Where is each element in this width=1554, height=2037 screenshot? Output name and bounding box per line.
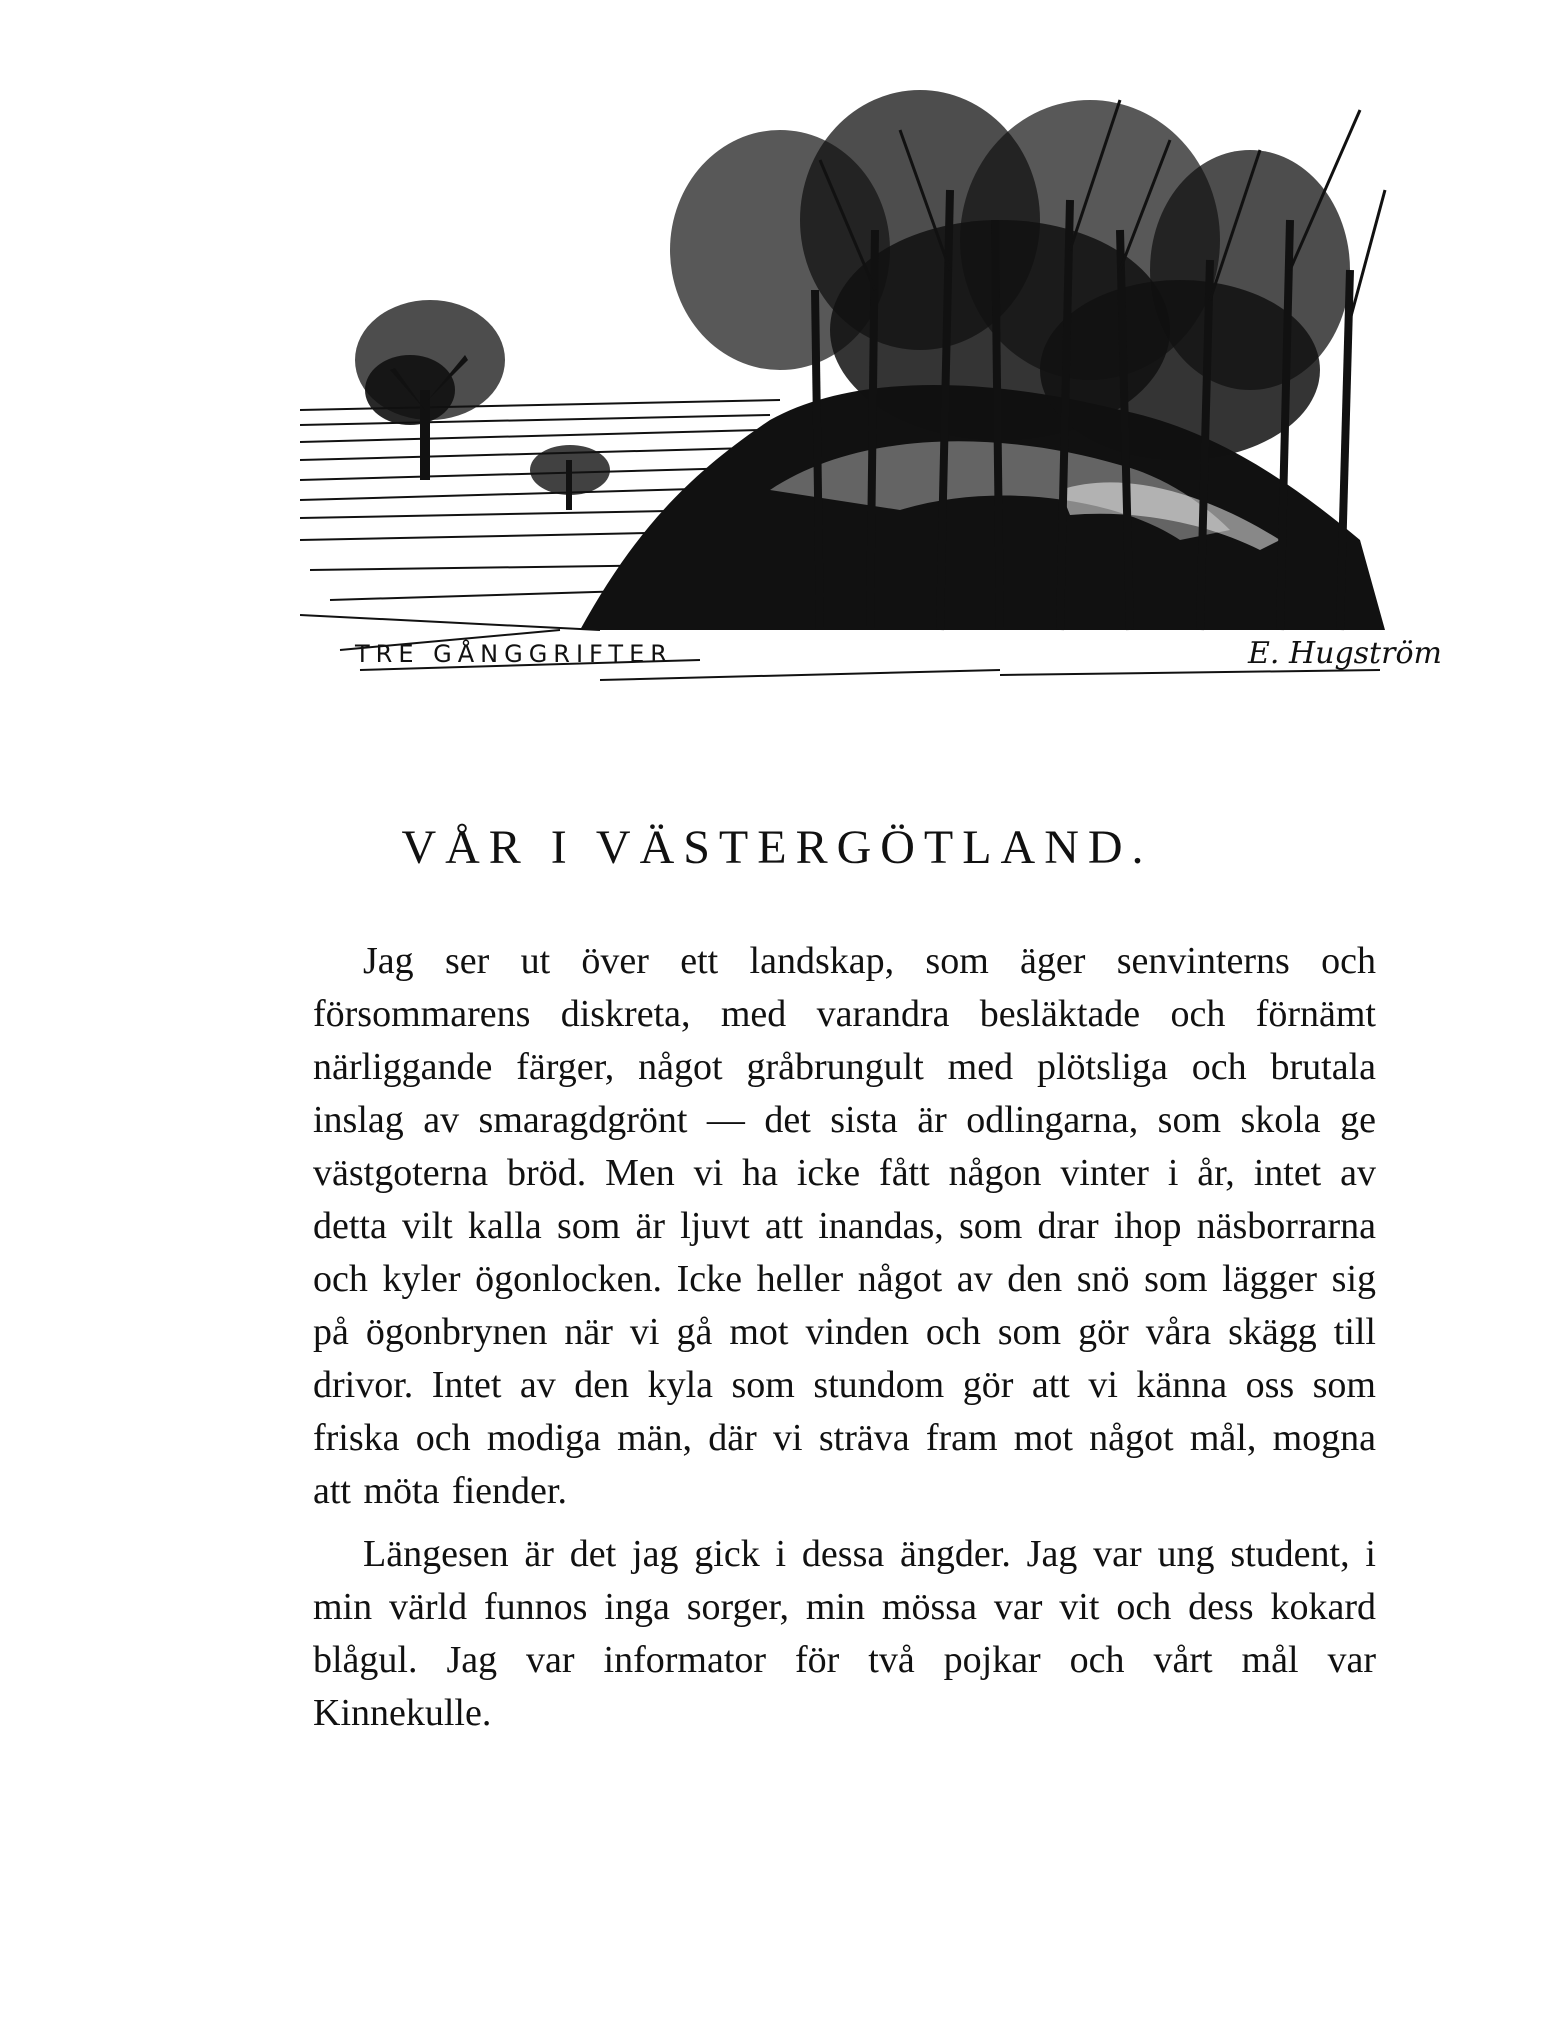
landscape-illustration	[300, 70, 1390, 695]
chapter-title: VÅR I VÄSTERGÖTLAND.	[401, 821, 1153, 874]
left-tree	[355, 300, 505, 480]
illustration-caption: TRE GÅNGGRIFTER	[355, 640, 673, 668]
body-text	[313, 935, 1376, 1750]
shrub	[530, 445, 610, 510]
ink-drawing	[300, 70, 1390, 695]
artist-signature: E. Hugström	[1248, 636, 1442, 671]
tree-cluster	[670, 90, 1350, 460]
paragraph-1: Jag ser ut över ett landskap, som äger senvinterns och försommarens diskreta, med varandra besläktade och förnämt närliggande färger, något gråbrungult med plötsliga och brutala inslag av smaragdgrönt — det sista är odlingarna, som skola ge västgoterna bröd. Men vi ha icke fått någon vinter i år, intet av detta vilt kalla som är ljuvt att inandas, som drar ihop näsborrarna och kyler ögonlocken. Icke heller något av den snö som lägger sig på ögonbrynen när vi gå mot vinden och som gör våra skägg till drivor. Intet av den kyla som stundom gör att vi känna oss som friska och modiga män, där vi sträva fram mot något mål, mogna att möta fiender.	[313, 940, 1376, 1512]
paragraph-2: Längesen är det jag gick i dessa ängder. Jag var ung student, i min värld funnos inga sorger, min mössa var vit och dess kokard blågul. Jag var informator för två pojkar och vårt mål var Kinnekulle.	[313, 1533, 1376, 1734]
